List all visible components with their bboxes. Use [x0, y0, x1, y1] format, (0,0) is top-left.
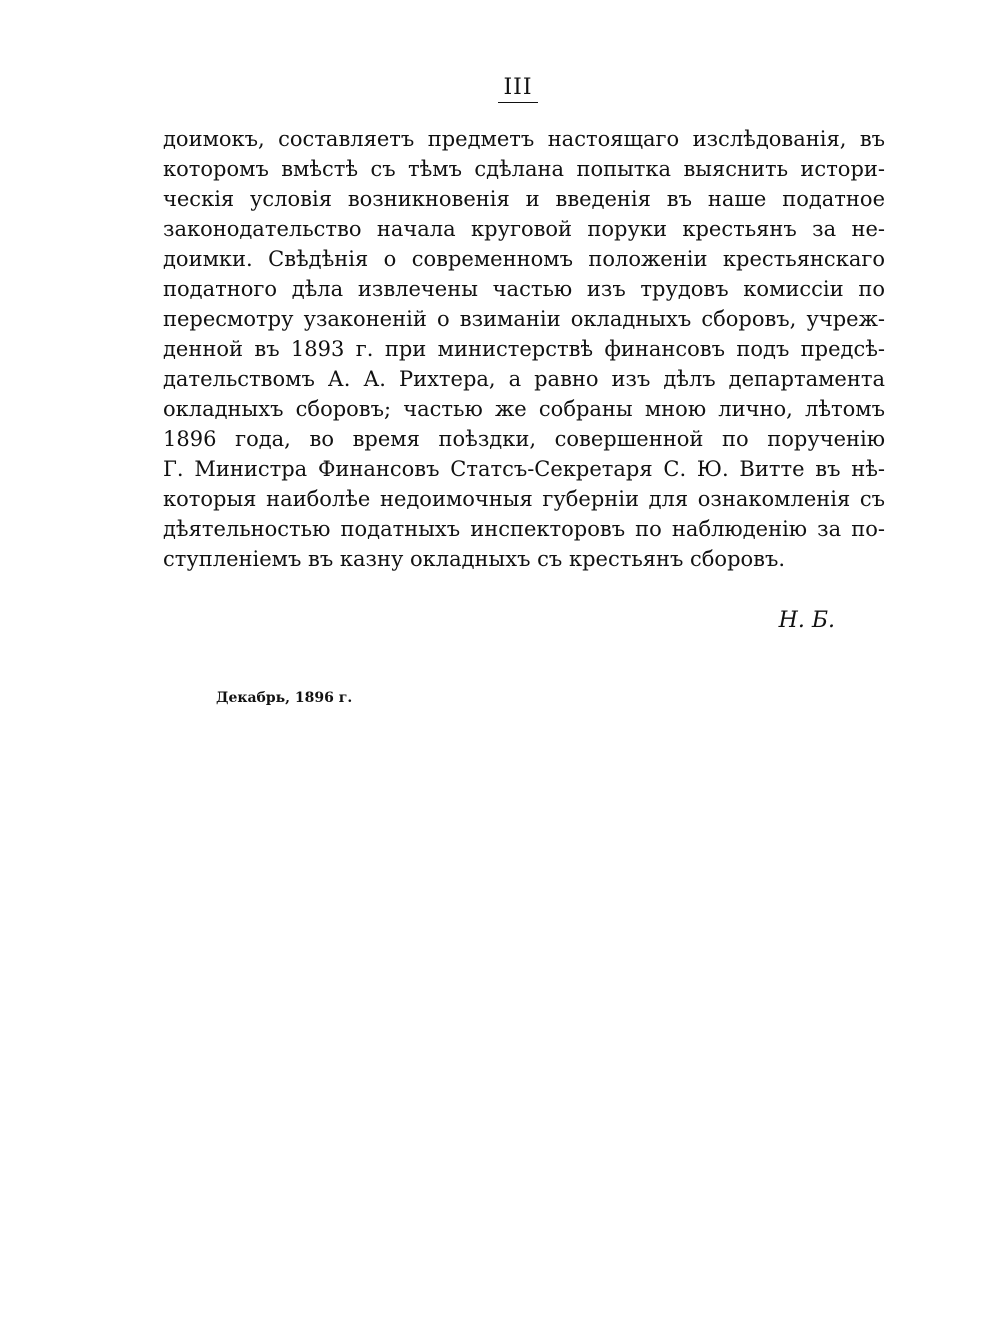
text-line-2: которомъ вмѣстѣ съ тѣмъ сдѣлана попытка выяснить истори- — [163, 157, 885, 181]
text-line-1: доимокъ, составляетъ предметъ настоящаго изслѣдованія, въ — [163, 127, 885, 151]
text-line-9: дательствомъ А. А. Рихтера, а равно изъ дѣлъ департамента — [163, 367, 885, 391]
text-line-3: ческія условія возникновенія и введенія въ наше податное — [163, 187, 885, 211]
text-line-12: Г. Министра Финансовъ Статсъ-Секретаря С. Ю. Витте въ нѣ- — [163, 457, 885, 481]
text-line-15: ступленіемъ въ казну окладныхъ съ крестьянъ сборовъ. — [163, 547, 786, 571]
text-line-10: окладныхъ сборовъ; частью же собраны мною лично, лѣтомъ — [163, 397, 885, 421]
text-line-6: податного дѣла извлечены частью изъ трудовъ комиссіи по — [163, 277, 885, 301]
text-line-11: 1896 года, во время поѣздки, совершенной по порученію — [163, 427, 885, 451]
body-text — [163, 124, 885, 574]
date-line: Декабрь, 1896 г. — [216, 690, 353, 706]
text-line-8: денной въ 1893 г. при министерствѣ финансовъ подъ предсѣ- — [163, 337, 885, 361]
text-line-4: законодательство начала круговой поруки крестьянъ за не- — [163, 217, 885, 241]
text-line-5: доимки. Свѣдѣнія о современномъ положеніи крестьянскаго — [163, 247, 885, 271]
text-line-7: пересмотру узаконеній о взиманіи окладныхъ сборовъ, учреж- — [163, 307, 885, 331]
page-number: III — [498, 75, 538, 103]
signature: Н. Б. — [778, 608, 835, 633]
text-line-13: которыя наиболѣе недоимочныя губерніи для ознакомленія съ — [163, 487, 885, 511]
text-line-14: дѣятельностью податныхъ инспекторовъ по наблюденію за по- — [163, 517, 885, 541]
